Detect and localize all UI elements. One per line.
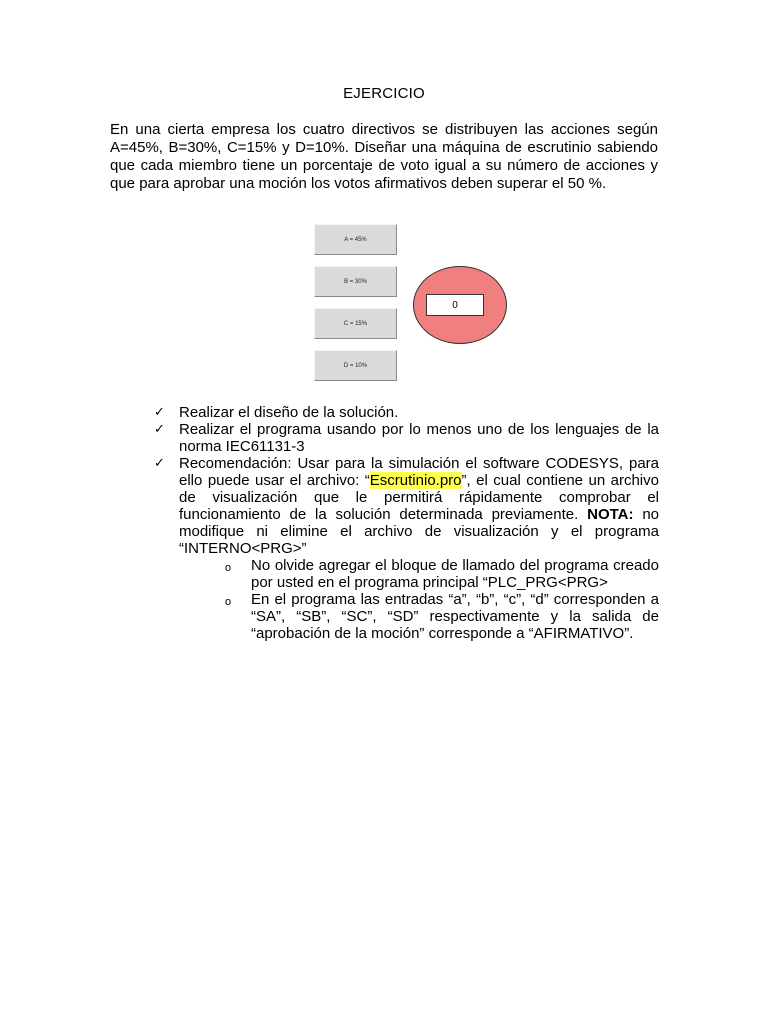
checkmark-icon: ✓	[154, 456, 165, 471]
visualization-figure	[313, 224, 513, 386]
checklist-item-text: Realizar el diseño de la solución.	[179, 404, 399, 421]
circle-bullet-icon: o	[225, 596, 232, 608]
sub-list	[179, 557, 659, 642]
checkmark-icon: ✓	[154, 422, 165, 437]
vote-button-d[interactable]: D = 10%	[314, 350, 397, 381]
checklist-item	[153, 404, 659, 421]
vote-button-a[interactable]: A = 45%	[314, 224, 397, 255]
recommendation-text-start: Recomendación: Usar para la simulación el software CODESYS, para ello puede usar el archivo: “	[179, 455, 659, 489]
checklist-item	[153, 455, 659, 642]
intro-paragraph: En una cierta empresa los cuatro directivos se distribuyen las acciones según A=45%, B=30%, C=15% y D=10%. Diseñar una máquina de escrutinio sabiendo que cada miembro tiene un porcentaje de voto igual a su número de acciones y que para aprobar una moción los votos afirmativos deben superar el 50 %.	[110, 121, 658, 192]
highlighted-filename: Escrutinio.pro	[369, 472, 462, 489]
circle-bullet-icon: o	[225, 562, 232, 574]
note-label: NOTA:	[587, 506, 634, 523]
recommendation-text-middle: ”, el cual contiene un archivo de visualización que le permitirá rápidamente comprobar el funcionamiento de la solución determinada previamente.	[179, 472, 659, 523]
sub-list-item-text: En el programa las entradas “a”, “b”, “c”, “d” corresponden a “SA”, “SB”, “SC”, “SD” respectivamente y la salida de “aprobación de la moción” corresponde a “AFIRMATIVO”.	[251, 591, 659, 642]
sub-list-item-text: No olvide agregar el bloque de llamado del programa creado por usted en el programa principal “PLC_PRG<PRG>	[251, 557, 659, 591]
vote-button-c[interactable]: C = 15%	[314, 308, 397, 339]
checkmark-icon: ✓	[154, 405, 165, 420]
note-text: no modifique ni elimine el archivo de visualización y el programa “INTERNO<PRG>”	[179, 506, 659, 557]
vote-button-b[interactable]: B = 30%	[314, 266, 397, 297]
checklist-item-text: Realizar el programa usando por lo menos uno de los lenguajes de la norma IEC61131-3	[179, 421, 659, 455]
task-checklist	[153, 404, 659, 642]
sub-list-item	[225, 557, 659, 591]
sub-list-item	[225, 591, 659, 642]
checklist-item	[153, 421, 659, 455]
page-title: EJERCICIO	[343, 85, 425, 102]
vote-total-display: 0	[426, 294, 484, 316]
